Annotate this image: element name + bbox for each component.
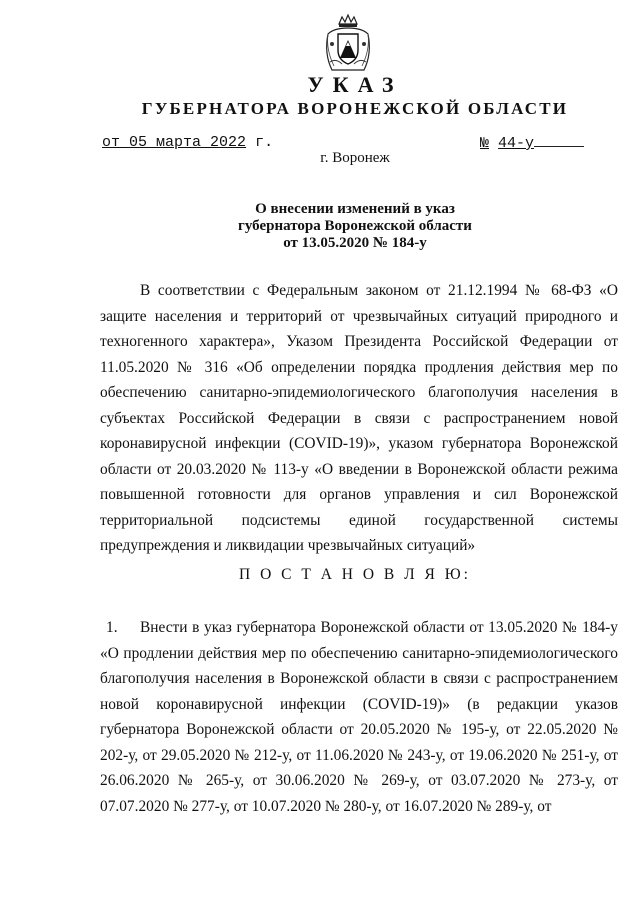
- document-city: г. Воронеж: [320, 150, 390, 166]
- item-1-text: Внести в указ губернатора Воронежской области от 13.05.2020 № 184-у «О продлении действия мер по обеспечению санитарно-эпидемиологического благополучия населения в Воронежской области в связи с распространением новой коронавирусной инфекции (COVID-19)» (в редакции указов губернатора Воронежской области от 20.05.2020 № 195-у, от 22.05.2020 № 202-у, от 29.05.2020 № 212-у, от 11.06.2020 № 243-у, от 19.06.2020 № 251-у, от 26.06.2020 № 265-у, от 30.06.2020 № 269-у, от 03.07.2020 № 273-у, от 07.07.2020 № 277-у, от 10.07.2020 № 280-у, от 16.07.2020 № 289-у, от: [100, 619, 618, 815]
- coat-of-arms-icon: [322, 14, 374, 74]
- item-1-paragraph: [100, 615, 618, 819]
- subject-line-1: О внесении изменений в указ: [255, 201, 455, 217]
- date-value: 05 марта 2022: [129, 134, 247, 151]
- subject-line-3: от 13.05.2020 № 184-у: [283, 235, 427, 251]
- subject-line-2: губернатора Воронежской области: [238, 218, 472, 234]
- number-value: 44-у: [498, 135, 535, 152]
- item-1-number: 1.: [106, 619, 118, 636]
- document-title: УКАЗ: [307, 72, 403, 97]
- document-subtitle: ГУБЕРНАТОРА ВОРОНЕЖСКОЙ ОБЛАСТИ: [141, 99, 569, 118]
- document-date: [102, 134, 273, 151]
- decree-word: П О С Т А Н О В Л Я Ю:: [239, 566, 471, 583]
- number-underline: [534, 134, 584, 147]
- date-suffix: г.: [255, 134, 274, 151]
- number-prefix: №: [480, 135, 490, 152]
- preamble-text: В соответствии с Федеральным законом от 21.12.1994 № 68-ФЗ «О защите населения и территорий от чрезвычайных ситуаций природного и техногенного характера», Указом Президента Российской Федерации от 11.05.2020 № 316 «Об определении порядка продления действия мер по обеспечению санитарно-эпидемиологического благополучия населения в субъектах Российской Федерации в связи с распространением новой коронавирусной инфекции (COVID-19)», указом губернатора Воронежской области от 20.03.2020 № 113-у «О введении в Воронежской области режима повышенной готовности для органов управления и сил Воронежской территориальной подсистемы единой государственной системы предупреждения и ликвидации чрезвычайных ситуаций»: [100, 282, 618, 554]
- preamble-paragraph: [100, 278, 618, 559]
- document-subject: [0, 201, 640, 252]
- date-prefix: от: [102, 134, 121, 151]
